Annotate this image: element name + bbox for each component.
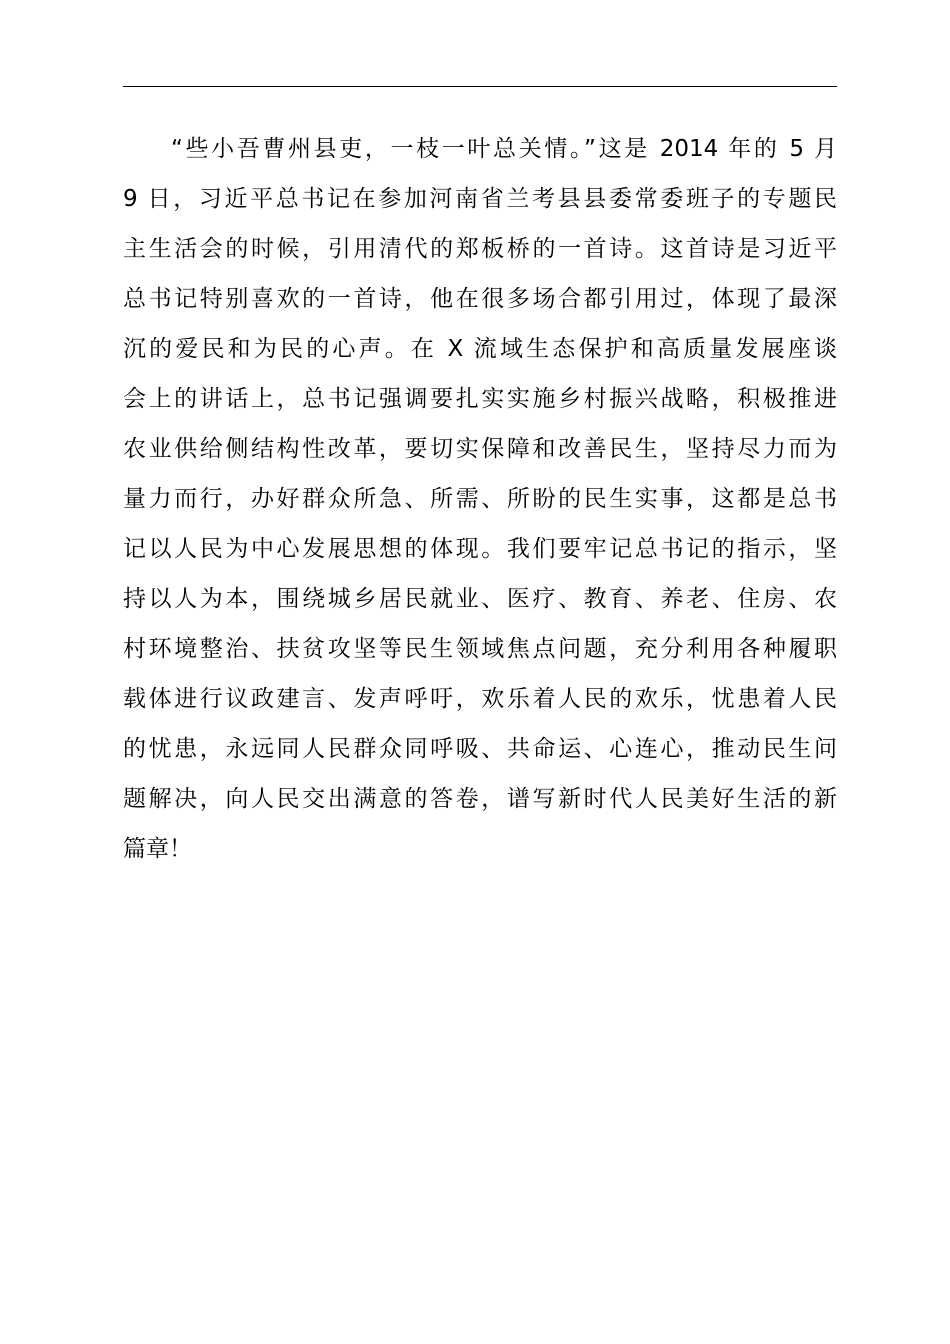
paragraph-line: 量力而行，办好群众所急、所需、所盼的民生实事，这都是总书: [123, 486, 837, 512]
paragraph-line: 村环境整治、扶贫攻坚等民生领域焦点问题，充分利用各种履职: [123, 636, 837, 662]
paragraph-line: 记以人民为中心发展思想的体现。我们要牢记总书记的指示，坚: [123, 536, 837, 562]
paragraph-line: 9 日，习近平总书记在参加河南省兰考县县委常委班子的专题民: [123, 186, 837, 212]
paragraph-line: 总书记特别喜欢的一首诗，他在很多场合都引用过，体现了最深: [123, 286, 837, 312]
paragraph-line: “些小吾曹州县吏，一枝一叶总关情。”这是 2014 年的 5 月: [171, 136, 837, 162]
paragraph-line: 主生活会的时候，引用清代的郑板桥的一首诗。这首诗是习近平: [123, 236, 837, 262]
paragraph-line: 载体进行议政建言、发声呼吁，欢乐着人民的欢乐，忧患着人民: [123, 686, 837, 712]
paragraph-line: 会上的讲话上，总书记强调要扎实实施乡村振兴战略，积极推进: [123, 386, 837, 412]
header-rule: [123, 86, 837, 87]
paragraph-line: 篇章！: [123, 836, 192, 862]
paragraph-line: 持以人为本，围绕城乡居民就业、医疗、教育、养老、住房、农: [123, 586, 837, 612]
paragraph-line: 农业供给侧结构性改革，要切实保障和改善民生，坚持尽力而为: [123, 436, 837, 462]
paragraph-line: 题解决，向人民交出满意的答卷，谱写新时代人民美好生活的新: [123, 786, 837, 812]
paragraph-line: 的忧患，永远同人民群众同呼吸、共命运、心连心，推动民生问: [123, 736, 837, 762]
paragraph-line: 沉的爱民和为民的心声。在 X 流域生态保护和高质量发展座谈: [123, 336, 837, 362]
body-paragraph: [123, 124, 837, 874]
